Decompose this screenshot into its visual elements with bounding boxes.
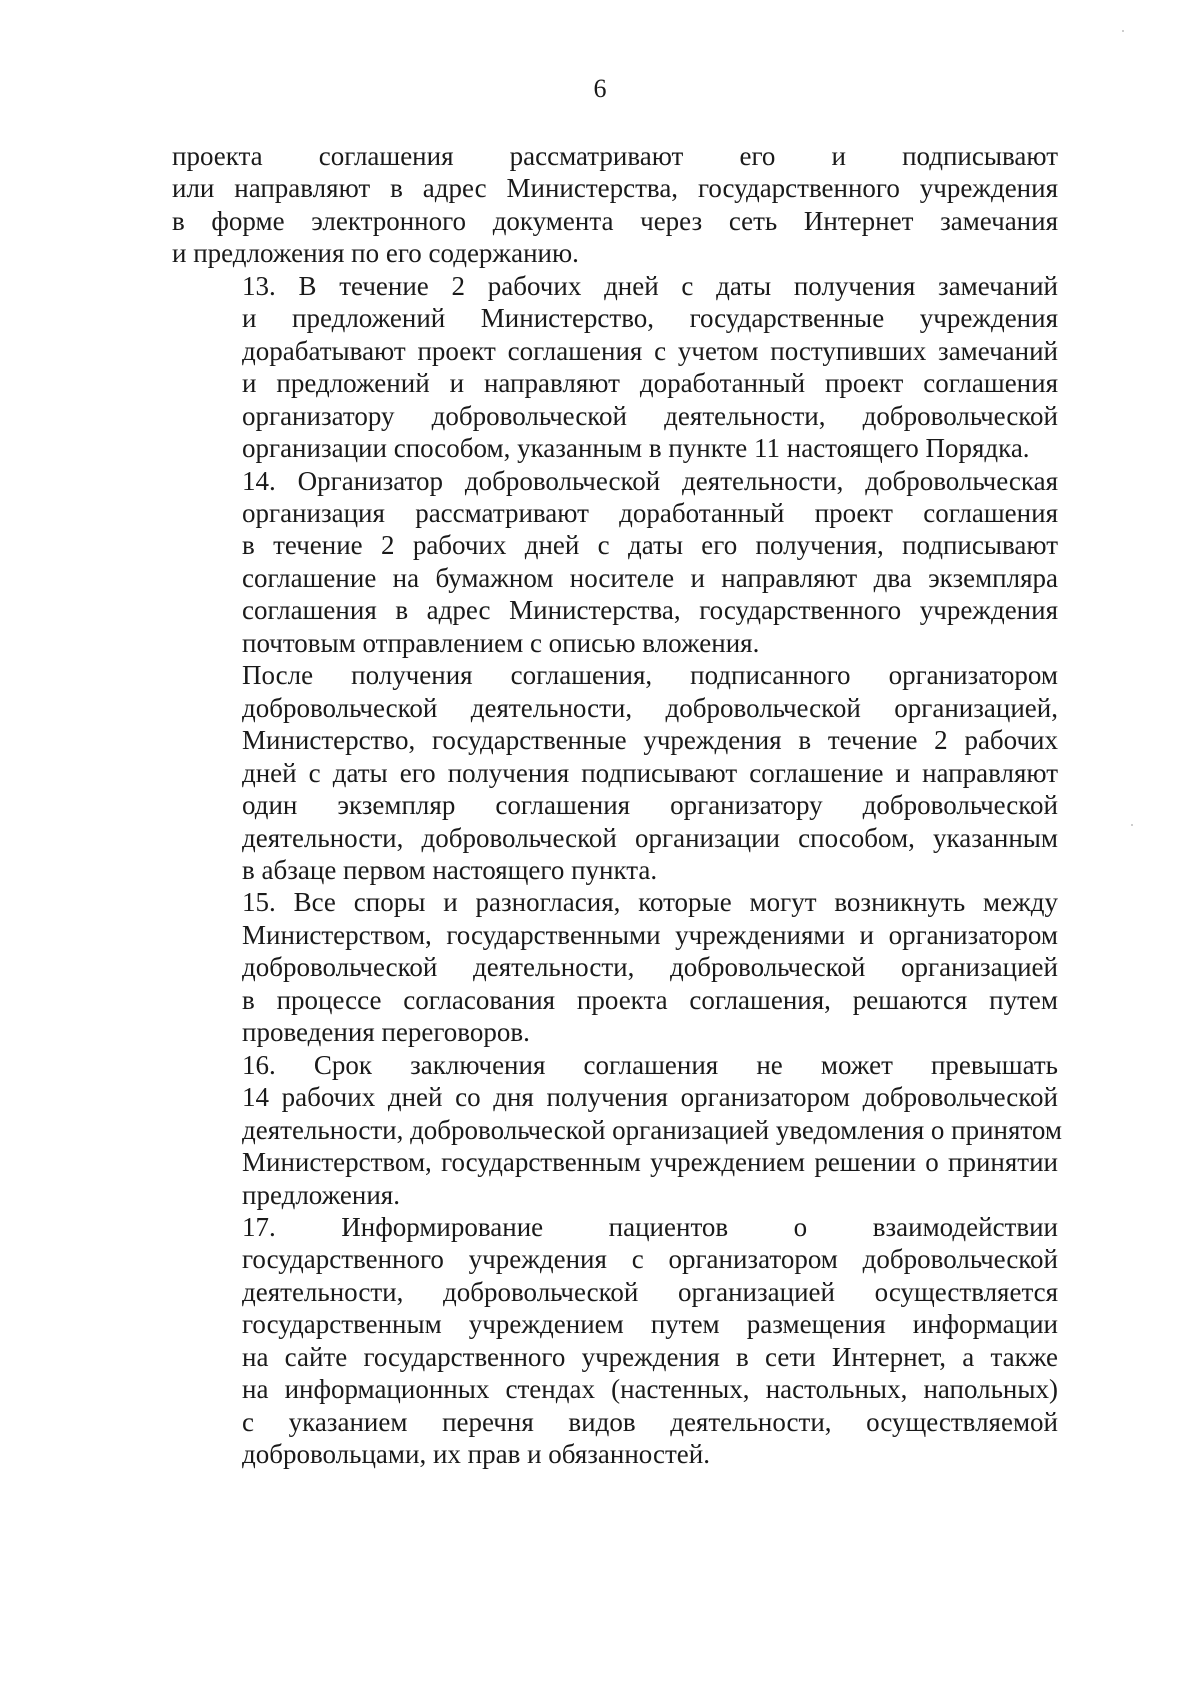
text-line: и предложений Министерство, государственные учреждения <box>242 303 1058 334</box>
text-line: организации способом, указанным в пункте 11 настоящего Порядка. <box>242 433 1030 464</box>
text-line: предложения. <box>242 1179 400 1210</box>
text-line: Министерство, государственные учреждения в течение 2 рабочих <box>242 725 1058 756</box>
text-line: соглашение на бумажном носителе и направляют два экземпляра <box>242 562 1058 593</box>
paragraph <box>172 1211 1058 1471</box>
text-line: и предложений и направляют доработанный проект соглашения <box>242 368 1058 399</box>
text-line: деятельности, добровольческой организацией уведомления о принятом <box>242 1114 1062 1145</box>
text-line: государственного учреждения с организатором добровольческой <box>242 1244 1058 1275</box>
text-line: организатору добровольческой деятельности, добровольческой <box>242 400 1058 431</box>
text-line: добровольцами, их прав и обязанностей. <box>242 1439 710 1470</box>
text-line: один экземпляр соглашения организатору добровольческой <box>242 790 1058 821</box>
paragraph <box>172 140 1058 270</box>
scan-speck <box>1131 824 1133 826</box>
text-line: 14 рабочих дней со дня получения организатором добровольческой <box>242 1082 1058 1113</box>
document-body <box>172 140 1062 1471</box>
paragraph <box>172 270 1058 465</box>
text-line: государственным учреждением путем размещения информации <box>242 1309 1058 1340</box>
paragraph <box>172 886 1058 1048</box>
paragraph <box>172 1049 1062 1211</box>
text-line: или направляют в адрес Министерства, государственного учреждения <box>172 173 1058 204</box>
text-line: в процессе согласования проекта соглашения, решаются путем <box>242 984 1058 1015</box>
text-line: в абзаце первом настоящего пункта. <box>242 854 658 885</box>
text-line: проекта соглашения рассматривают его и подписывают <box>172 141 1058 171</box>
scan-speck <box>1122 30 1124 32</box>
text-line: добровольческой деятельности, добровольческой организацией, <box>242 692 1058 723</box>
text-line: с указанием перечня видов деятельности, осуществляемой <box>242 1406 1058 1437</box>
text-line: Министерством, государственными учреждениями и организатором <box>242 919 1058 950</box>
text-line: в течение 2 рабочих дней с даты его получения, подписывают <box>242 530 1058 561</box>
text-line: и предложения по его содержанию. <box>172 238 579 269</box>
text-line: Министерством, государственным учреждением решении о принятии <box>242 1147 1058 1178</box>
text-line: 14. Организатор добровольческой деятельности, добровольческая <box>242 465 1058 496</box>
text-line: почтовым отправлением с описью вложения. <box>242 627 760 658</box>
text-line: соглашения в адрес Министерства, государственного учреждения <box>242 595 1058 626</box>
text-line: организация рассматривают доработанный проект соглашения <box>242 497 1058 528</box>
text-line: деятельности, добровольческой организации способом, указанным <box>242 822 1058 853</box>
text-line: проведения переговоров. <box>242 1017 530 1048</box>
text-line: на информационных стендах (настенных, настольных, напольных) <box>242 1374 1058 1405</box>
page-number: 6 <box>593 74 607 103</box>
text-line: После получения соглашения, подписанного организатором <box>242 660 1058 691</box>
text-line: 15. Все споры и разногласия, которые могут возникнуть между <box>242 887 1058 918</box>
text-line: дней с даты его получения подписывают соглашение и направляют <box>242 757 1058 788</box>
text-line: на сайте государственного учреждения в сети Интернет, а также <box>242 1341 1058 1372</box>
text-line: в форме электронного документа через сеть Интернет замечания <box>172 205 1058 236</box>
text-line: 17. Информирование пациентов о взаимодействии <box>242 1211 1058 1242</box>
text-line: деятельности, добровольческой организацией осуществляется <box>242 1276 1058 1307</box>
text-line: дорабатывают проект соглашения с учетом поступивших замечаний <box>242 335 1058 366</box>
text-line: 16. Срок заключения соглашения не может превышать <box>242 1049 1058 1080</box>
paragraph <box>172 659 1058 886</box>
paragraph <box>172 465 1058 660</box>
text-line: добровольческой деятельности, добровольческой организацией <box>242 952 1058 983</box>
text-line: 13. В течение 2 рабочих дней с даты получения замечаний <box>242 270 1058 301</box>
